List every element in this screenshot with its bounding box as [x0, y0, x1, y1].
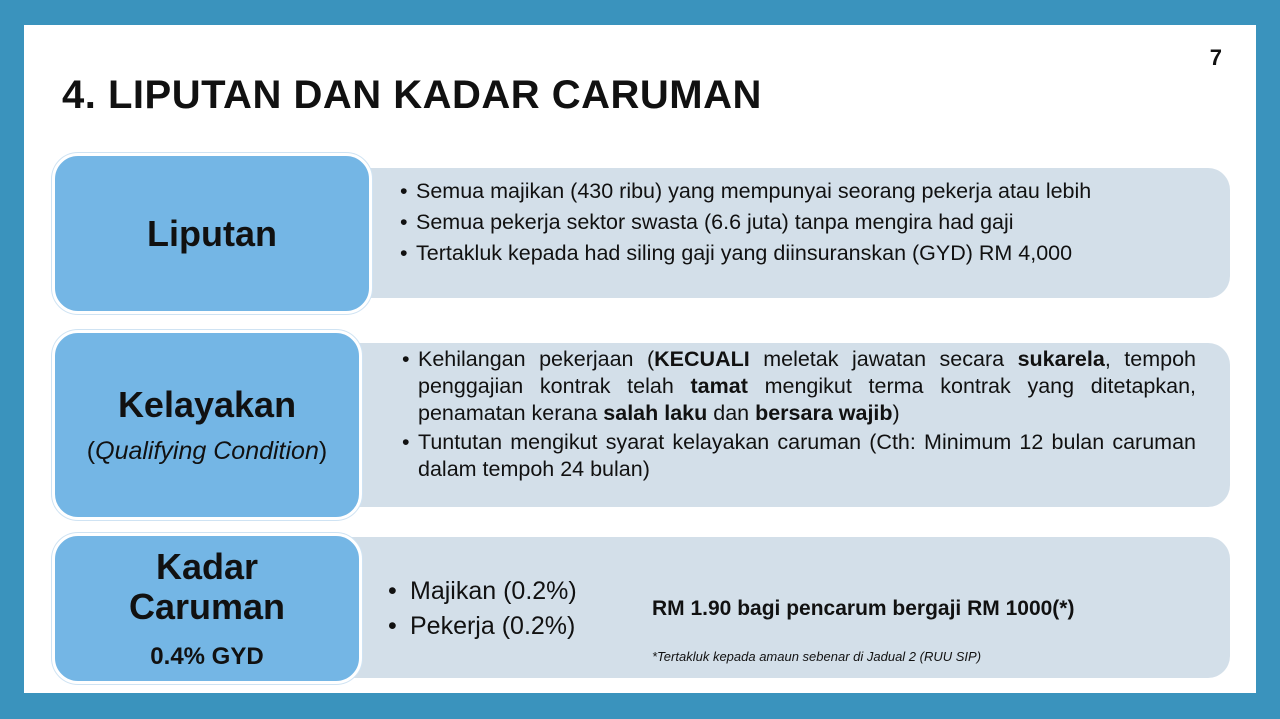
kadar-bullet-majikan: • Majikan (0.2%): [388, 574, 577, 609]
kelayakan-bullet-2: • Tuntutan mengikut syarat kelayakan caruman (Cth: Minimum 12 bulan caruman dalam tempoh 24 bulan): [402, 429, 1196, 483]
liputan-label-box: [52, 153, 372, 314]
liputan-bullets: [400, 178, 1196, 267]
kadar-footnote: *Tertakluk kepada amaun sebenar di Jadual 2 (RUU SIP): [652, 649, 982, 664]
kadar-bullet-pekerja: • Pekerja (0.2%): [388, 609, 577, 644]
kelayakan-text-1: Kehilangan pekerjaan (: [418, 347, 655, 371]
kelayakan-text-2: meletak jawatan secara: [749, 347, 1018, 371]
kadar-label-box: [52, 533, 362, 684]
kelayakan-text-4: mengikut terma kontrak yang ditetapkan, penamatan kerana: [418, 374, 1196, 425]
kelayakan-bold-kecuali: KECUALI: [654, 347, 750, 371]
kelayakan-bullets: [402, 346, 1196, 483]
kelayakan-sub-close: ): [318, 436, 328, 465]
slide-title: 4. LIPUTAN DAN KADAR CARUMAN: [62, 73, 762, 117]
kadar-content: [346, 537, 1230, 678]
kadar-label-line2: Caruman: [128, 585, 286, 627]
kelayakan-text-5: dan: [707, 401, 756, 425]
kadar-rate: 0.4% GYD: [150, 642, 264, 670]
liputan-bullet-3: • Tertakluk kepada had siling gaji yang diinsuranskan (GYD) RM 4,000: [400, 240, 1196, 267]
liputan-bullet-1: • Semua majikan (430 ribu) yang mempunyai seorang pekerja atau lebih: [400, 178, 1196, 205]
kelayakan-sub-open: (: [86, 436, 96, 465]
liputan-bullet-2: • Semua pekerja sektor swasta (6.6 juta) tanpa mengira had gaji: [400, 209, 1196, 236]
kelayakan-label: Kelayakan: [117, 383, 297, 425]
liputan-content: [354, 168, 1230, 298]
kadar-bullets: [388, 574, 577, 644]
kelayakan-bold-sukarela: sukarela: [1017, 347, 1105, 371]
kelayakan-bold-salah-laku: salah laku: [603, 401, 708, 425]
liputan-label: Liputan: [147, 212, 277, 254]
kelayakan-bold-bersara-wajib: bersara wajib: [755, 401, 893, 425]
slide: [24, 25, 1256, 693]
slide-number: 7: [1209, 45, 1222, 70]
kelayakan-sub-text: Qualifying Condition: [95, 436, 319, 465]
kelayakan-bold-tamat: tamat: [690, 374, 748, 398]
kelayakan-text-6: ): [892, 401, 900, 425]
kelayakan-text-3: , tempoh penggajian kontrak telah: [418, 347, 1196, 398]
kelayakan-sublabel: [87, 437, 327, 466]
kelayakan-label-box: [52, 330, 362, 520]
kadar-label-line1: Kadar: [155, 545, 259, 587]
kadar-rm-text: RM 1.90 bagi pencarum bergaji RM 1000(*): [652, 597, 1075, 620]
kelayakan-content: [346, 343, 1230, 507]
kelayakan-bullet-1: [402, 346, 1196, 427]
